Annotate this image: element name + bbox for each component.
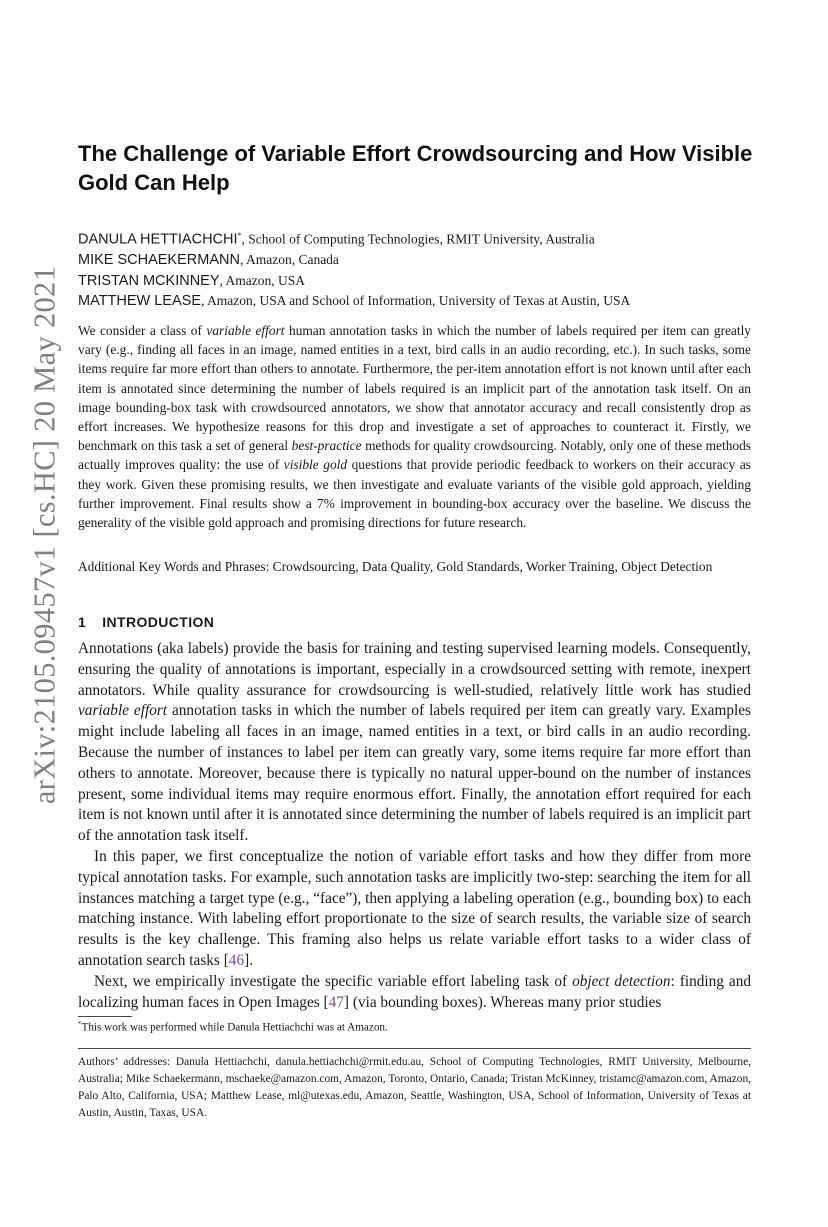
section-title: INTRODUCTION — [102, 614, 215, 630]
paper-title: The Challenge of Variable Effort Crowdsourcing and How Visible Gold Can Help — [78, 141, 753, 195]
citation-link[interactable]: 47 — [328, 993, 344, 1011]
author-name: MIKE SCHAEKERMANN — [78, 252, 240, 268]
abstract-emphasis: best-practice — [291, 438, 362, 454]
abstract-text: questions that provide periodic feedback to workers on their accuracy as they work. Given these promising results, we then investigate and evaluate variants of the visible gold approach, yielding further improvement. Final results show a 7% improvement in bounding-box accuracy over the baseline. We discuss the generality of the visible gold approach and promising directions for future research. — [78, 457, 751, 531]
paragraph-text: ] (via bounding boxes). Whereas many prior studies — [343, 993, 662, 1011]
footnote-divider — [78, 1016, 132, 1017]
author-name: MATTHEW LEASE — [78, 293, 201, 309]
author-entry — [78, 291, 758, 312]
author-affiliation: , Amazon, USA — [219, 272, 306, 288]
abstract-emphasis: visible gold — [283, 457, 348, 473]
author-addresses: Authors’ addresses: Danula Hettiachchi, danula.hettiachchi@rmit.edu.au, School of Computing Technologies, RMIT University, Melbourne, Australia; Mike Schaekermann, mschaeke@amazon.com, Amazon, Toronto, Ontario, Canada; Tristan McKinney, tristamc@amazon.com, Amazon, Palo Alto, California, USA; Matthew Lease, ml@utexas.edu, Amazon, Seattle, Washington, USA, School of Information, University of Texas at Austin, Austin, Taxas, USA. — [78, 1056, 751, 1119]
author-name: TRISTAN MCKINNEY — [78, 272, 220, 289]
section-heading — [78, 614, 214, 630]
abstract — [78, 321, 751, 532]
paragraph-emphasis: variable effort — [78, 702, 168, 720]
footnote — [78, 1020, 751, 1034]
paragraph-text: Annotations (aka labels) provide the basis for training and testing supervised learning models. Consequently, ensuring the quality of annotations is important, especially in a crowdsourced setting with remote, inexpert annotators. While quality assurance for crowdsourcing is well-studied, relatively little work has studied — [78, 640, 751, 699]
paragraph — [78, 639, 751, 847]
paragraph-text: ]. — [244, 951, 254, 969]
author-entry — [78, 271, 758, 292]
author-affiliation: , Amazon, Canada — [239, 252, 339, 267]
arxiv-sidebar — [22, 232, 68, 838]
paragraph-text: In this paper, we first conceptualize the notion of variable effort tasks and how they differ from more typical annotation tasks. For example, such annotation tasks are implicitly two-step: searching the item for all instances matching a target type (e.g., “face”), then applying a labeling operation (e.g., bounding box) to each matching instance. With labeling effort proportionate to the size of search results, the variable size of search results is the key challenge. This framing also helps us relate variable effort tasks to a wider class of annotation search tasks [ — [78, 847, 751, 969]
author-footnote-marker: * — [237, 231, 242, 240]
author-entry — [78, 250, 758, 271]
abstract-text: We consider a class of — [78, 323, 207, 338]
abstract-text: methods for quality crowdsourcing. Notably, only one of these methods actually improves quality: the use of — [78, 438, 752, 473]
address-divider — [78, 1048, 751, 1049]
author-entry — [78, 226, 758, 250]
author-name: DANULA HETTIACHCHI — [78, 231, 238, 248]
citation-link[interactable]: 46 — [228, 951, 245, 969]
section-number: 1 — [78, 614, 87, 630]
author-affiliation: , Amazon, USA and School of Information, University of Texas at Austin, USA — [201, 293, 631, 308]
paragraph — [78, 972, 751, 1014]
keywords: Additional Key Words and Phrases: Crowdsourcing, Data Quality, Gold Standards, Worker Training, Object Detection — [78, 559, 713, 574]
paragraph-text: annotation tasks in which the number of labels required per item can greatly vary. Examples might include labeling all faces in an image, named entities in a text, or bird calls in an audio recording. Because the number of instances to label per item can greatly vary, some items require far more effort than others to annotate. Moreover, because there is typically no natural upper-bound on the number of instances present, some individual items may require enormous effort. Finally, the annotation effort required for each item is not known until after it is annotated since determining the number of labels required is an implicit part of the annotation task itself. — [78, 702, 752, 845]
abstract-emphasis: variable effort — [206, 323, 285, 338]
arxiv-identifier: arXiv:2105.09457v1 [cs.HC] 20 May 2021 — [27, 265, 62, 805]
footnote-marker: * — [78, 1020, 82, 1028]
author-affiliation: , School of Computing Technologies, RMIT University, Australia — [241, 231, 595, 247]
paragraph — [78, 847, 751, 972]
paragraph-text: : finding and localizing human faces in Open Images [ — [78, 972, 752, 1011]
footnote-text: This work was performed while Danula Hettiachchi was at Amazon. — [81, 1021, 388, 1034]
paragraph-emphasis: object detection — [572, 972, 671, 990]
introduction-body — [78, 639, 751, 1013]
abstract-text: human annotation tasks in which the number of labels required per item can greatly vary (e.g., finding all faces in an image, named entities in a text, bird calls in an audio recording, etc.). In such tasks, some items require far more effort than others to annotate. Furthermore, the per-item annotation effort is not known until after each item is annotated since determining the number of labels required is an implicit part of the annotation task itself. On an image bounding-box task with crowdsourced annotators, we show that annotator accuracy and recall consistently drop as effort increases. We hypothesize reasons for this drop and investigate a set of approaches to counteract it. Firstly, we benchmark on this task a set of general — [78, 323, 751, 454]
author-list — [78, 226, 758, 312]
paragraph-text: Next, we empirically investigate the specific variable effort labeling task of — [94, 972, 573, 990]
